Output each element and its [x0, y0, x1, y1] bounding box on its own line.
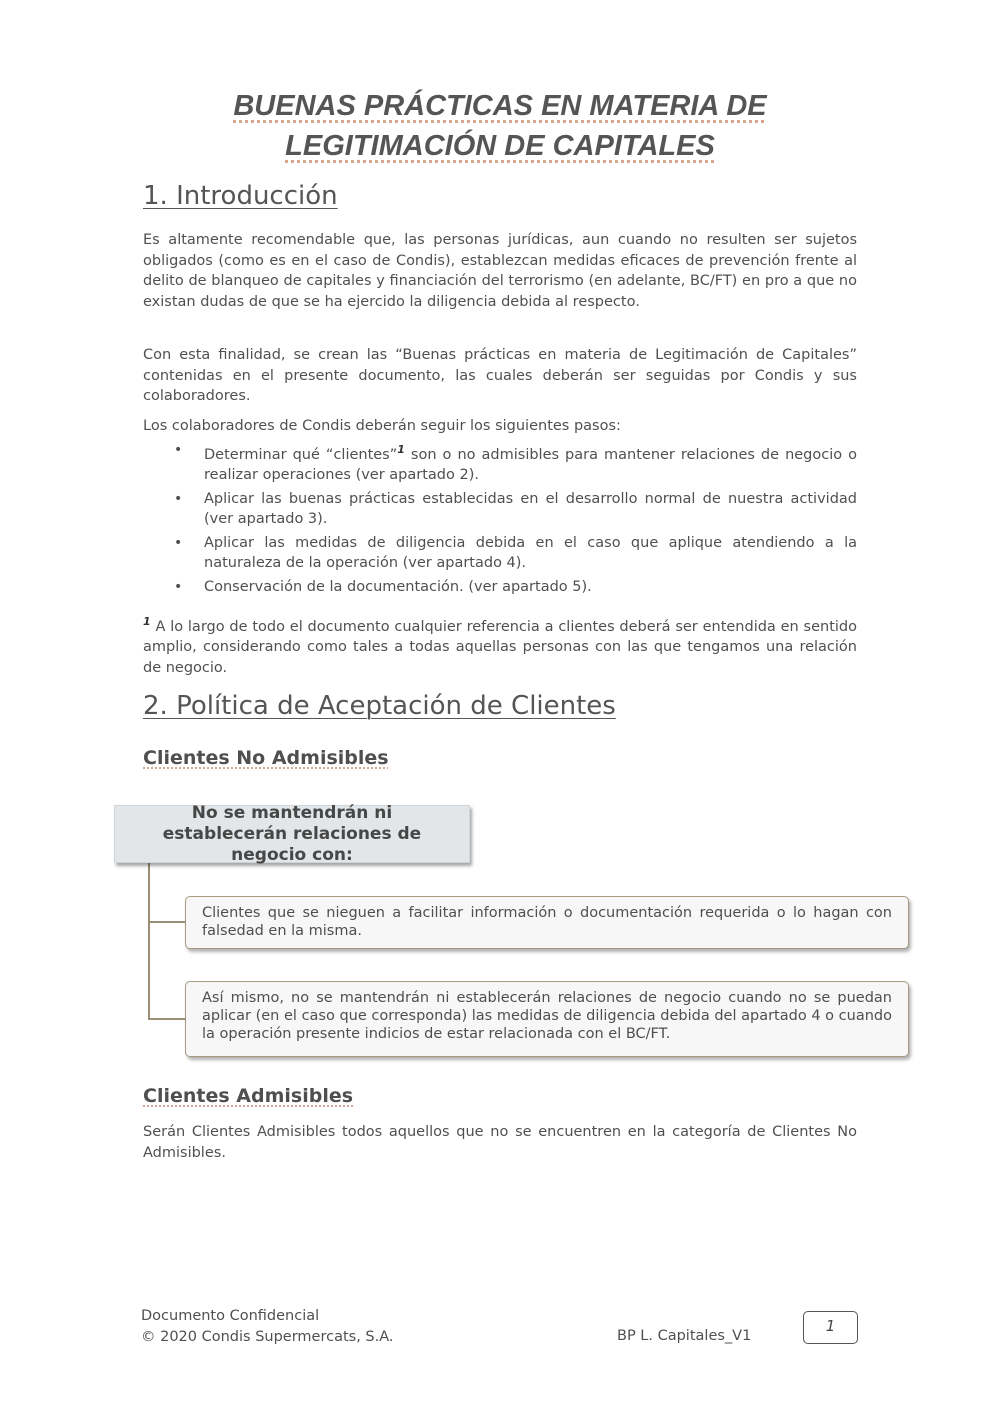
bullet-1-text-a: Determinar qué “clientes”: [204, 446, 398, 463]
diagram-connector-1: [148, 921, 185, 923]
footer-copyright: © 2020 Condis Supermercats, S.A.: [141, 1329, 394, 1345]
document-title: [143, 86, 857, 166]
list-item: • Aplicar las medidas de diligencia debida en el caso que aplique atendiendo a la naturaleza de la operación (ver apartado 4).: [143, 533, 857, 573]
title-line-2: LEGITIMACIÓN DE CAPITALES: [285, 130, 715, 162]
clientes-admisibles-heading: Clientes Admisibles: [143, 1085, 354, 1107]
footnote-mark: 1: [143, 615, 151, 628]
diagram-item-2: Así mismo, no se mantendrán ni establecerán relaciones de negocio cuando no se puedan aplicar (en el caso que corresponda) las medidas de diligencia debida del apartado 4 o cuando la operación presente indicios de estar relacionada con el BC/FT.: [185, 981, 909, 1057]
clientes-no-admisibles-heading: Clientes No Admisibles: [143, 747, 389, 769]
title-line-1: BUENAS PRÁCTICAS EN MATERIA DE: [233, 90, 767, 122]
intro-paragraph-3: Los colaboradores de Condis deberán seguir los siguientes pasos:: [143, 418, 621, 434]
list-item: [143, 440, 857, 485]
section-1-heading: 1. Introducción: [143, 181, 338, 211]
section-2-heading: 2. Política de Aceptación de Clientes: [143, 691, 616, 721]
footnote-reference: 1: [397, 443, 405, 456]
footer-left: [141, 1306, 394, 1348]
list-item: • Aplicar las buenas prácticas establecidas en el desarrollo normal de nuestra actividad (ver apartado 3).: [143, 489, 857, 529]
page-number: 1: [803, 1311, 858, 1344]
diagram-item-1: Clientes que se nieguen a facilitar información o documentación requerida o lo hagan con falsedad en la misma.: [185, 896, 909, 949]
list-item: • Conservación de la documentación. (ver apartado 5).: [143, 577, 857, 597]
steps-list: [143, 440, 857, 601]
intro-paragraph-1: Es altamente recomendable que, las personas jurídicas, aun cuando no resulten ser sujetos obligados (como es en el caso de Condis), establezcan medidas eficaces de prevención frente al delito de blanqueo de capitales y financiación del terrorismo (en adelante, BC/FT) en pro a que no existan dudas de que se ha ejercido la diligencia debida al respecto.: [143, 232, 857, 310]
footer-confidential: Documento Confidencial: [141, 1308, 320, 1324]
diagram-connector-vertical: [148, 861, 150, 1019]
diagram-main-box: [114, 802, 470, 865]
bullet-1-text-b: son o no admisibles para mantener relaciones de negocio o realizar operaciones (ver apartado 2).: [204, 446, 858, 483]
footer-document-code: BP L. Capitales_V1: [617, 1328, 752, 1344]
footnote-text: A lo largo de todo el documento cualquier referencia a clientes deberá ser entendida en sentido amplio, considerando como tales a todas aquellas personas con las que tengamos una relación de negocio.: [143, 618, 857, 676]
diagram-main-text: No se mantendrán ni establecerán relaciones de negocio con:: [162, 802, 422, 865]
diagram-connector-2: [148, 1018, 185, 1020]
clientes-admisibles-paragraph: Serán Clientes Admisibles todos aquellos que no se encuentren en la categoría de Clientes No Admisibles.: [143, 1124, 857, 1161]
footnote: [143, 612, 857, 678]
intro-paragraph-2: Con esta finalidad, se crean las “Buenas prácticas en materia de Legitimación de Capitales” contenidas en el presente documento, las cuales deberán ser seguidas por Condis y sus colaboradores.: [143, 347, 857, 404]
